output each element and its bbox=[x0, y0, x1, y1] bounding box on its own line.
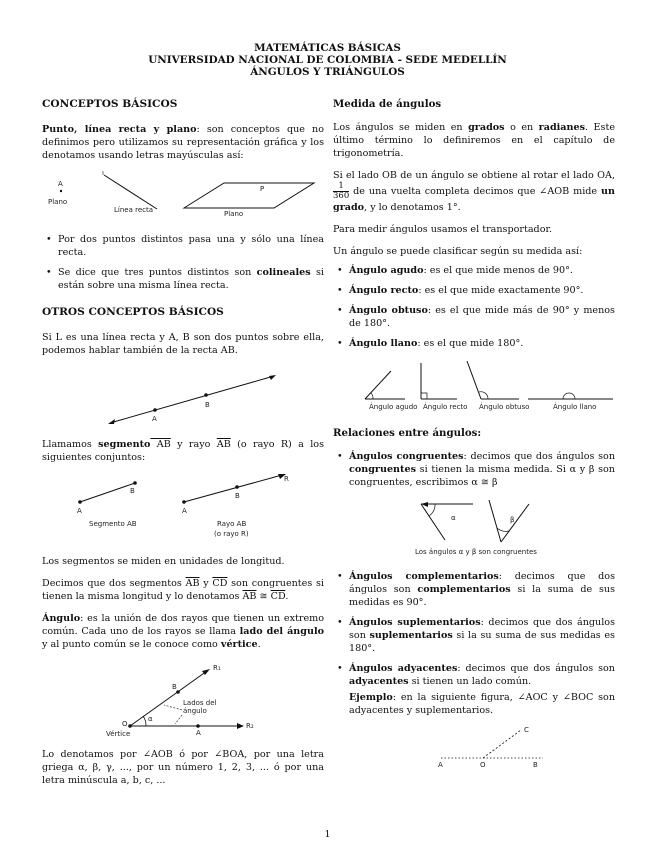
text-ady-c: si tienen un lado común. bbox=[408, 676, 532, 687]
text-si-lado-a: Si el lado OB de un ángulo se obtiene al rotar el lado OA, bbox=[333, 170, 615, 181]
paragraph-denotamos: Lo denotamos por ∠AOB ó por ∠BOA, por una letra griega α, β, γ, ..., por un número 1, 2, 3, ... ó por una letra minúscula a, b, c, ... bbox=[42, 749, 324, 786]
label-alpha: α bbox=[451, 514, 456, 522]
text-decimos-c: son congruentes si tienen la misma longitud y lo denotamos bbox=[42, 578, 324, 602]
math-ab: $\overline{AB}$ bbox=[242, 591, 257, 602]
point-b-dot bbox=[204, 393, 208, 397]
math-ab-overline: AB bbox=[150, 439, 171, 450]
text-llamamos-a: Llamamos bbox=[42, 439, 99, 450]
beta-arc bbox=[497, 528, 509, 531]
figure-point-line-plane bbox=[42, 171, 324, 223]
point-a-dot bbox=[60, 190, 62, 192]
segment-ab bbox=[80, 483, 135, 502]
text-medida-a: Los ángulos se miden en bbox=[333, 122, 469, 133]
vertex-o-dot bbox=[128, 724, 132, 728]
term-complementarios: Ángulos complementarios bbox=[349, 571, 499, 582]
list-item bbox=[333, 264, 615, 277]
fraction-numerator: 1 bbox=[333, 182, 349, 192]
angle-relations-list bbox=[333, 450, 615, 489]
angle-relations-list-2 bbox=[333, 570, 615, 717]
basic-facts-list bbox=[42, 233, 324, 292]
figure-congruent-angles bbox=[333, 496, 615, 560]
term-angulo: Ángulo bbox=[42, 613, 81, 624]
beta-side-2 bbox=[501, 504, 529, 542]
right-column bbox=[333, 98, 615, 778]
term-suplementarios-2: suplementarios bbox=[369, 630, 453, 641]
label-r1: R₁ bbox=[213, 664, 221, 672]
ray-ab bbox=[184, 475, 282, 502]
math-ab: $\overline{AB}$ bbox=[185, 578, 200, 589]
desc-recto: : es el que mide exactamente 90°. bbox=[418, 285, 584, 296]
text-punto-linea-plano: : son conceptos que no definimos pero utilizamos su representación gráfica y los denotamos usando letras mayúsculas así: bbox=[42, 124, 324, 161]
label-r2: R₂ bbox=[246, 722, 254, 730]
caption-rayo: Rayo AB bbox=[217, 520, 247, 528]
arrow-left-icon bbox=[108, 419, 115, 424]
text-supl-c: si la su suma de sus medidas es 180°. bbox=[349, 630, 615, 654]
term-complementarios-2: complementarios bbox=[417, 584, 511, 595]
figure-angle-aob bbox=[42, 660, 324, 738]
text-medida-c: o en bbox=[504, 122, 539, 133]
text-ady-a: : decimos que dos ángulos son bbox=[457, 663, 615, 674]
text-colineales-a: Se dice que tres puntos distintos son bbox=[58, 267, 257, 278]
text-si-lado-d: , y lo denotamos 1°. bbox=[364, 202, 461, 213]
term-adyacentes: Ángulos adyacentes bbox=[349, 663, 458, 674]
label-a: A bbox=[438, 761, 443, 768]
paragraph-medida bbox=[333, 121, 615, 160]
caption-recto: Ángulo recto bbox=[423, 403, 468, 411]
list-item bbox=[333, 337, 615, 350]
list-item bbox=[333, 304, 615, 330]
header-university: UNIVERSIDAD NACIONAL DE COLOMBIA - SEDE MEDELLÍN bbox=[148, 54, 507, 66]
caption-rayo-2: (o rayo R) bbox=[214, 530, 249, 538]
desc-agudo: : es el que mide menos de 90°. bbox=[423, 265, 573, 276]
label-a: A bbox=[77, 507, 82, 515]
term-ejemplo: Ejemplo bbox=[349, 692, 393, 703]
desc-llano: : es el que mide 180°. bbox=[417, 338, 524, 349]
arrow-right-icon bbox=[237, 723, 244, 729]
point-b-dot bbox=[235, 485, 239, 489]
figure-line-ab bbox=[42, 366, 324, 428]
obtuse-side bbox=[467, 361, 481, 399]
term-un-grado: un grado bbox=[333, 186, 615, 213]
text-ejemplo: : en la siguiente figura, ∠AOC y ∠BOC son adyacentes y suplementarios. bbox=[349, 692, 615, 716]
ejemplo-paragraph bbox=[349, 691, 615, 717]
label-r: R bbox=[284, 475, 289, 483]
acute-arc bbox=[371, 393, 373, 399]
label-beta: β bbox=[510, 516, 515, 524]
label-o: O bbox=[122, 720, 128, 728]
label-a: A bbox=[196, 729, 201, 737]
label-o: O bbox=[480, 761, 486, 768]
desc-obtuso: : es el que mide más de 90° y menos de 180°. bbox=[349, 305, 615, 329]
text-decimos-b: y bbox=[199, 578, 213, 589]
text-cong-c: si tienen la misma medida. Si α y β son congruentes, escribimos α ≅ β bbox=[349, 464, 615, 488]
fraction-denominator: 360 bbox=[333, 191, 350, 201]
list-item bbox=[42, 266, 324, 292]
point-a-dot bbox=[182, 500, 186, 504]
text-angulo-c: y al punto común se le conoce como bbox=[42, 639, 221, 650]
paragraph-recta-ab: Si L es una línea recta y A, B son dos puntos sobre ella, podemos hablar también de la recta AB. bbox=[42, 332, 324, 356]
header-course: MATEMÁTICAS BÁSICAS bbox=[254, 42, 401, 54]
figure-angle-types bbox=[333, 357, 615, 417]
label-b: B bbox=[205, 401, 210, 409]
term-lado-angulo: lado del ángulo bbox=[239, 626, 324, 637]
section-title-otros: OTROS CONCEPTOS BÁSICOS bbox=[42, 306, 224, 318]
caption-congruentes: Los ángulos α y β son congruentes bbox=[415, 548, 537, 556]
text-medida-e: . Este último término lo definiremos en el capítulo de trigonometría. bbox=[333, 122, 615, 159]
term-segmento: segmento bbox=[98, 439, 151, 450]
list-item bbox=[333, 662, 615, 717]
caption-agudo: Ángulo agudo bbox=[369, 403, 418, 411]
document-header bbox=[0, 42, 655, 78]
header-topic: ÁNGULOS Y TRIÁNGULOS bbox=[250, 66, 405, 78]
pointer-line bbox=[175, 715, 182, 724]
list-item bbox=[333, 616, 615, 655]
fraction-1-360 bbox=[333, 182, 349, 201]
text-llamamos-f: (o rayo R) a los siguientes conjuntos: bbox=[42, 439, 325, 463]
term-grados: grados bbox=[468, 122, 505, 133]
section-title-relaciones: Relaciones entre ángulos: bbox=[333, 427, 482, 439]
paragraph-angulo bbox=[42, 612, 324, 651]
label-lados-2: ángulo bbox=[183, 707, 207, 715]
label-point-caption: Plano bbox=[48, 198, 68, 206]
term-colineales: colineales bbox=[256, 267, 311, 278]
text-comp-c: si la suma de sus medidas es 90°. bbox=[349, 584, 616, 608]
label-b: B bbox=[235, 492, 240, 500]
text-llamamos-d: y rayo bbox=[170, 439, 217, 450]
caption-llano: Ángulo llano bbox=[553, 403, 597, 411]
label-line-caption: Línea recta bbox=[114, 206, 154, 214]
label-alpha: α bbox=[148, 715, 153, 723]
term-agudo: Ángulo agudo bbox=[349, 265, 424, 276]
section-title-conceptos: CONCEPTOS BÁSICOS bbox=[42, 98, 178, 110]
list-item bbox=[333, 570, 615, 609]
text-si-lado-b: de una vuelta completa decimos que ∠AOB mide bbox=[349, 186, 602, 197]
paragraph-clasificar: Un ángulo se puede clasificar según su medida así: bbox=[333, 246, 583, 257]
list-item bbox=[333, 284, 615, 297]
math-cd: $\overline{CD}$ bbox=[270, 591, 286, 602]
alpha-side-2 bbox=[421, 504, 445, 540]
math-congruent: ≅ bbox=[256, 591, 271, 602]
list-item bbox=[333, 450, 615, 489]
caption-obtuso: Ángulo obtuso bbox=[479, 403, 530, 411]
point-b-dot bbox=[133, 481, 137, 485]
line-l bbox=[104, 175, 157, 209]
term-recto: Ángulo recto bbox=[349, 285, 419, 296]
term-obtuso: Ángulo obtuso bbox=[349, 305, 428, 316]
text-colineales-c: si están sobre una misma línea recta. bbox=[58, 267, 324, 291]
text-comp-a: : decimos que dos ángulos son bbox=[349, 571, 615, 595]
pointer-line bbox=[164, 705, 182, 710]
label-b: B bbox=[130, 487, 135, 495]
point-a-dot bbox=[196, 724, 200, 728]
label-line-l: l bbox=[102, 171, 104, 177]
math-ab-ray: $\overline{AB}$ bbox=[216, 439, 231, 450]
alpha-arc bbox=[429, 504, 435, 516]
label-b: B bbox=[172, 683, 177, 691]
point-a-dot bbox=[153, 408, 157, 412]
label-point-a: A bbox=[58, 180, 63, 188]
section-title-medida: Medida de ángulos bbox=[333, 98, 442, 110]
label-plane-p: P bbox=[260, 185, 265, 193]
term-adyacentes-2: adyacentes bbox=[349, 676, 409, 687]
term-punto-linea-plano: Punto, línea recta y plano bbox=[42, 124, 197, 135]
acute-side bbox=[365, 371, 391, 399]
label-plane-caption: Plano bbox=[224, 210, 244, 218]
term-congruentes: Ángulos congruentes bbox=[349, 451, 464, 462]
paragraph-grado bbox=[333, 169, 615, 214]
left-column bbox=[42, 98, 324, 796]
label-vertice: Vértice bbox=[106, 730, 131, 738]
plane-p bbox=[184, 183, 314, 208]
term-vertice: vértice bbox=[220, 639, 258, 650]
angle-types-list bbox=[333, 264, 615, 350]
ray-oc bbox=[483, 730, 521, 758]
term-congruentes-2: congruentes bbox=[349, 464, 416, 475]
text-angulo-a: : es la unión de dos rayos que tienen un extremo común. Cada uno de los rayos se llama bbox=[42, 613, 324, 637]
label-a: A bbox=[182, 507, 187, 515]
label-a: A bbox=[152, 415, 157, 423]
caption-segmento: Segmento AB bbox=[89, 520, 137, 528]
text-supl-a: : decimos que dos ángulos son bbox=[349, 617, 615, 641]
line-ab bbox=[110, 376, 274, 423]
term-llano: Ángulo llano bbox=[349, 338, 418, 349]
page-number: 1 bbox=[324, 829, 331, 840]
point-a-dot bbox=[78, 500, 82, 504]
figure-segment-ray bbox=[42, 473, 324, 545]
straight-arc bbox=[563, 393, 575, 399]
label-c: C bbox=[524, 726, 529, 734]
math-cd: $\overline{CD}$ bbox=[212, 578, 228, 589]
list-item: • Por dos puntos distintos pasa una y sólo una línea recta. bbox=[42, 233, 324, 259]
paragraph-longitud: Los segmentos se miden en unidades de longitud. bbox=[42, 556, 285, 567]
beta-side-1 bbox=[489, 500, 501, 542]
term-radianes: radianes bbox=[538, 122, 585, 133]
paragraph-transportador: Para medir ángulos usamos el transportador. bbox=[333, 224, 553, 235]
label-lados-1: Lados del bbox=[183, 699, 217, 707]
arrow-right-icon bbox=[269, 375, 276, 380]
text-cong-a: : decimos que dos ángulos son bbox=[463, 451, 615, 462]
angle-arc bbox=[143, 716, 146, 726]
figure-adjacent-angles bbox=[333, 724, 615, 768]
text-decimos-a: Decimos que dos segmentos bbox=[42, 578, 186, 589]
term-suplementarios: Ángulos suplementarios bbox=[349, 617, 481, 628]
paragraph-punto-linea-plano bbox=[42, 123, 324, 162]
text-decimos-end: . bbox=[285, 591, 289, 602]
text-angulo-e: . bbox=[257, 639, 261, 650]
label-b: B bbox=[533, 761, 538, 768]
paragraph-congruentes-segmentos bbox=[42, 577, 324, 603]
right-angle-mark bbox=[421, 393, 427, 399]
paragraph-segmento-rayo bbox=[42, 438, 324, 464]
